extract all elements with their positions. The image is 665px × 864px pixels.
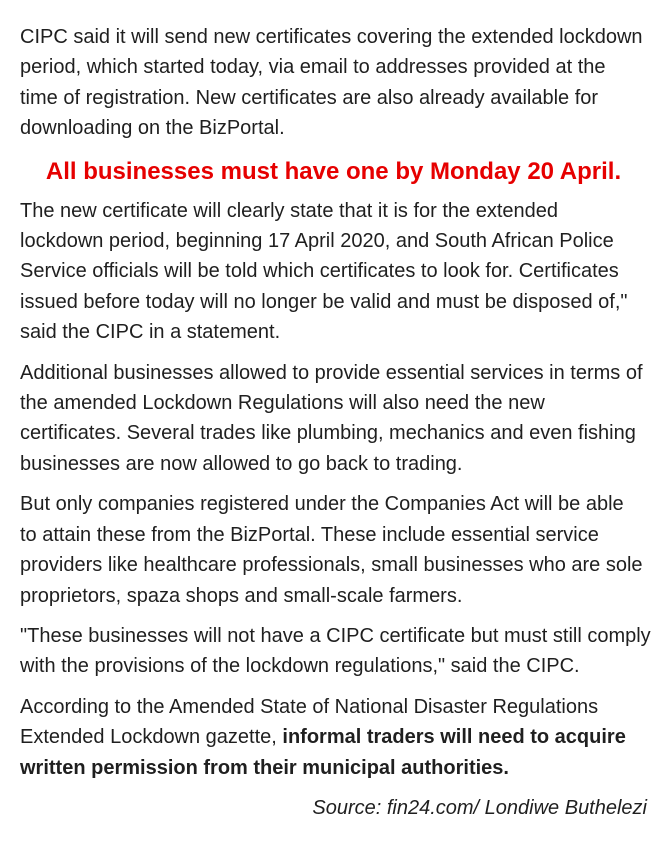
text-line: Extended Lockdown gazette, informal traders will need to acquire <box>20 726 626 749</box>
text-line: "These businesses will not have a CIPC certificate but must still comply <box>20 624 651 647</box>
text-line: But only companies registered under the Companies Act will be able <box>20 493 624 516</box>
text-line: CIPC said it will send new certificates covering the extended lockdown <box>20 26 643 48</box>
paragraph <box>20 358 647 480</box>
text-line: According to the Amended State of National Disaster Regulations <box>20 695 599 718</box>
text-line: time of registration. New certificates are also already available for <box>20 86 599 109</box>
text-line: Additional businesses allowed to provide essential services in terms of <box>20 361 643 384</box>
paragraph <box>20 489 647 611</box>
paragraph <box>20 621 651 682</box>
text-line: the amended Lockdown Regulations will also need the new <box>20 392 545 415</box>
text-line: to attain these from the BizPortal. These include essential service <box>20 523 599 546</box>
text-line: proprietors, spaza shops and small-scale farmers. <box>20 584 463 607</box>
text-line: businesses are now allowed to go back to trading. <box>20 452 463 475</box>
text-line: All businesses must have one by Monday 20 April. <box>45 157 622 185</box>
text-line: said the CIPC in a statement. <box>20 321 281 344</box>
paragraph <box>20 22 647 144</box>
text-line: period, which started today, via email to addresses provided at the <box>20 56 606 79</box>
text-line: issued before today will no longer be valid and must be disposed of," <box>20 290 628 313</box>
article-body <box>20 22 651 783</box>
text-line: providers like healthcare professionals, small businesses who are sole <box>20 554 643 577</box>
text-line: with the provisions of the lockdown regulations," said the CIPC. <box>20 655 580 678</box>
source-attribution: Source: fin24.com/ Londiwe Buthelezi <box>312 796 647 819</box>
text-line: downloading on the BizPortal. <box>20 117 285 140</box>
text-line: The new certificate will clearly state that it is for the extended <box>20 199 559 222</box>
text-line: Service officials will be told which certificates to look for. Certificates <box>20 260 619 283</box>
text-line: lockdown period, beginning 17 April 2020, and South African Police <box>20 230 614 253</box>
paragraph <box>20 692 647 783</box>
text-line: certificates. Several trades like plumbing, mechanics and even fishing <box>20 422 636 445</box>
paragraph <box>20 196 647 348</box>
text-line: written permission from their municipal authorities. <box>20 756 509 779</box>
headline <box>20 154 647 190</box>
